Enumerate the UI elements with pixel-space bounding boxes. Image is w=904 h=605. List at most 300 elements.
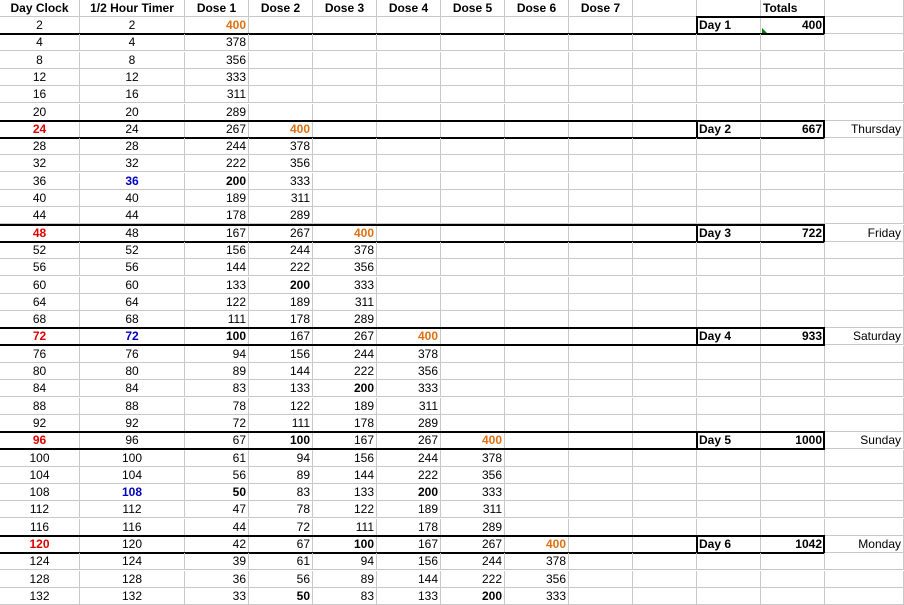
empty-cell[interactable]	[697, 519, 761, 536]
dose-cell[interactable]: 133	[377, 588, 441, 605]
half-hour-timer-cell[interactable]: 60	[80, 277, 185, 294]
empty-cell[interactable]	[633, 363, 697, 380]
dose-cell[interactable]: 222	[441, 571, 505, 588]
dose-cell[interactable]	[569, 346, 633, 363]
dose-cell[interactable]: 333	[441, 484, 505, 501]
dose-cell[interactable]: 378	[441, 450, 505, 467]
empty-cell[interactable]	[697, 294, 761, 311]
empty-cell[interactable]	[761, 553, 825, 570]
dose-cell[interactable]: 56	[249, 571, 313, 588]
empty-cell[interactable]	[697, 501, 761, 518]
empty-cell[interactable]	[697, 363, 761, 380]
dose-cell[interactable]: 100	[313, 536, 377, 553]
dose-cell[interactable]	[505, 363, 569, 380]
dose-cell[interactable]: 244	[377, 450, 441, 467]
empty-cell[interactable]	[825, 571, 904, 588]
dose-cell[interactable]	[569, 311, 633, 328]
empty-cell[interactable]	[697, 588, 761, 605]
dose-cell[interactable]: 378	[505, 553, 569, 570]
dose-cell[interactable]: 222	[313, 363, 377, 380]
empty-cell[interactable]	[697, 242, 761, 259]
half-hour-timer-cell[interactable]: 44	[80, 207, 185, 224]
half-hour-timer-cell[interactable]: 108	[80, 484, 185, 501]
empty-cell[interactable]	[697, 571, 761, 588]
dose-cell[interactable]: 61	[249, 553, 313, 570]
empty-cell[interactable]	[825, 207, 904, 224]
dose-cell[interactable]: 42	[185, 536, 249, 553]
empty-cell[interactable]	[761, 380, 825, 397]
dose-cell[interactable]: 83	[313, 588, 377, 605]
empty-cell[interactable]	[697, 277, 761, 294]
dose-cell[interactable]	[377, 259, 441, 276]
dose-cell[interactable]: 50	[185, 484, 249, 501]
half-hour-timer-cell[interactable]: 8	[80, 52, 185, 69]
dose-cell[interactable]: 156	[185, 242, 249, 259]
dose-cell[interactable]	[569, 207, 633, 224]
empty-cell[interactable]	[761, 34, 825, 51]
dose-cell[interactable]	[377, 104, 441, 121]
dose-cell[interactable]	[377, 17, 441, 34]
empty-cell[interactable]	[825, 69, 904, 86]
dose-cell[interactable]: 144	[185, 259, 249, 276]
dose-cell[interactable]: 133	[249, 380, 313, 397]
dose-cell[interactable]: 222	[185, 155, 249, 172]
empty-cell[interactable]	[633, 294, 697, 311]
dose-cell[interactable]	[505, 121, 569, 138]
dose-cell[interactable]: 222	[377, 467, 441, 484]
dose-cell[interactable]	[249, 17, 313, 34]
day-clock-cell[interactable]: 32	[0, 155, 80, 172]
empty-cell[interactable]	[633, 190, 697, 207]
day-clock-cell[interactable]: 132	[0, 588, 80, 605]
half-hour-timer-cell[interactable]: 72	[80, 328, 185, 345]
column-header[interactable]: Dose 6	[505, 0, 569, 17]
dose-cell[interactable]	[569, 225, 633, 242]
day-total[interactable]: 933	[761, 328, 825, 345]
dose-cell[interactable]: 44	[185, 519, 249, 536]
dose-cell[interactable]	[313, 52, 377, 69]
day-clock-cell[interactable]: 124	[0, 553, 80, 570]
dose-cell[interactable]: 111	[185, 311, 249, 328]
dose-cell[interactable]	[505, 467, 569, 484]
empty-cell[interactable]	[825, 380, 904, 397]
empty-cell[interactable]	[761, 450, 825, 467]
empty-cell[interactable]	[633, 536, 697, 553]
half-hour-timer-cell[interactable]: 48	[80, 225, 185, 242]
dose-cell[interactable]	[441, 398, 505, 415]
dose-cell[interactable]	[505, 155, 569, 172]
dose-cell[interactable]: 122	[313, 501, 377, 518]
dose-cell[interactable]: 400	[441, 432, 505, 449]
dose-cell[interactable]	[569, 363, 633, 380]
dose-cell[interactable]	[569, 398, 633, 415]
dose-cell[interactable]	[377, 155, 441, 172]
half-hour-timer-cell[interactable]: 100	[80, 450, 185, 467]
day-total[interactable]: 1000	[761, 432, 825, 449]
dose-cell[interactable]	[505, 398, 569, 415]
day-clock-cell[interactable]: 116	[0, 519, 80, 536]
dose-cell[interactable]	[377, 277, 441, 294]
half-hour-timer-cell[interactable]: 20	[80, 104, 185, 121]
dose-cell[interactable]: 167	[249, 328, 313, 345]
dose-cell[interactable]: 267	[377, 432, 441, 449]
dose-cell[interactable]: 267	[313, 328, 377, 345]
empty-cell[interactable]	[761, 571, 825, 588]
column-header[interactable]: Dose 1	[185, 0, 249, 17]
dose-cell[interactable]	[505, 519, 569, 536]
empty-cell[interactable]	[697, 311, 761, 328]
dose-cell[interactable]	[569, 450, 633, 467]
dose-cell[interactable]	[441, 69, 505, 86]
empty-cell[interactable]	[697, 450, 761, 467]
dose-cell[interactable]: 356	[441, 467, 505, 484]
dose-cell[interactable]: 144	[249, 363, 313, 380]
empty-cell[interactable]	[761, 415, 825, 432]
dose-cell[interactable]: 89	[185, 363, 249, 380]
dose-cell[interactable]	[377, 207, 441, 224]
dose-cell[interactable]	[441, 104, 505, 121]
dose-cell[interactable]: 311	[185, 86, 249, 103]
empty-cell[interactable]	[825, 346, 904, 363]
dose-cell[interactable]	[441, 225, 505, 242]
dose-cell[interactable]: 244	[313, 346, 377, 363]
dose-cell[interactable]	[377, 173, 441, 190]
dose-cell[interactable]: 178	[377, 519, 441, 536]
day-clock-cell[interactable]: 92	[0, 415, 80, 432]
dose-cell[interactable]	[505, 415, 569, 432]
dose-cell[interactable]	[569, 553, 633, 570]
empty-cell[interactable]	[761, 242, 825, 259]
dose-cell[interactable]: 356	[505, 571, 569, 588]
dose-cell[interactable]	[441, 259, 505, 276]
empty-cell[interactable]	[761, 52, 825, 69]
day-clock-cell[interactable]: 128	[0, 571, 80, 588]
dose-cell[interactable]	[505, 501, 569, 518]
empty-cell[interactable]	[633, 519, 697, 536]
dose-cell[interactable]	[569, 17, 633, 34]
half-hour-timer-cell[interactable]: 112	[80, 501, 185, 518]
empty-cell[interactable]	[633, 138, 697, 155]
half-hour-timer-cell[interactable]: 64	[80, 294, 185, 311]
empty-cell[interactable]	[697, 484, 761, 501]
dose-cell[interactable]	[569, 86, 633, 103]
day-clock-cell[interactable]: 108	[0, 484, 80, 501]
dose-cell[interactable]	[569, 536, 633, 553]
dose-cell[interactable]: 78	[185, 398, 249, 415]
half-hour-timer-cell[interactable]: 68	[80, 311, 185, 328]
empty-cell[interactable]	[633, 173, 697, 190]
empty-cell[interactable]	[633, 553, 697, 570]
dose-cell[interactable]: 267	[185, 121, 249, 138]
dose-cell[interactable]: 122	[185, 294, 249, 311]
day-total[interactable]: 1042	[761, 536, 825, 553]
empty-cell[interactable]	[633, 242, 697, 259]
dose-cell[interactable]: 289	[441, 519, 505, 536]
dose-cell[interactable]: 333	[377, 380, 441, 397]
dose-cell[interactable]	[441, 138, 505, 155]
dose-cell[interactable]: 378	[377, 346, 441, 363]
dose-cell[interactable]: 167	[313, 432, 377, 449]
dose-cell[interactable]	[441, 86, 505, 103]
half-hour-timer-cell[interactable]: 24	[80, 121, 185, 138]
column-header[interactable]: Dose 7	[569, 0, 633, 17]
dose-cell[interactable]	[569, 467, 633, 484]
dose-cell[interactable]: 400	[377, 328, 441, 345]
dose-cell[interactable]	[441, 34, 505, 51]
day-clock-cell[interactable]: 84	[0, 380, 80, 397]
column-header[interactable]: Dose 3	[313, 0, 377, 17]
empty-cell[interactable]	[633, 86, 697, 103]
day-clock-cell[interactable]: 4	[0, 34, 80, 51]
dose-cell[interactable]	[505, 328, 569, 345]
day-clock-cell[interactable]: 56	[0, 259, 80, 276]
empty-cell[interactable]	[825, 415, 904, 432]
dose-cell[interactable]: 156	[249, 346, 313, 363]
empty-cell[interactable]	[697, 415, 761, 432]
dose-cell[interactable]: 94	[249, 450, 313, 467]
dose-cell[interactable]	[441, 242, 505, 259]
dose-cell[interactable]	[441, 190, 505, 207]
empty-cell[interactable]	[697, 138, 761, 155]
dose-cell[interactable]	[505, 104, 569, 121]
dose-cell[interactable]: 94	[185, 346, 249, 363]
dose-cell[interactable]: 267	[441, 536, 505, 553]
empty-cell[interactable]	[825, 588, 904, 605]
column-header[interactable]	[825, 0, 904, 17]
half-hour-timer-cell[interactable]: 104	[80, 467, 185, 484]
dose-cell[interactable]: 200	[185, 173, 249, 190]
dose-cell[interactable]: 189	[249, 294, 313, 311]
dose-cell[interactable]	[505, 207, 569, 224]
dose-cell[interactable]: 133	[185, 277, 249, 294]
dose-cell[interactable]	[377, 86, 441, 103]
weekday-label[interactable]: Saturday	[825, 328, 904, 345]
dose-cell[interactable]: 311	[377, 398, 441, 415]
dose-cell[interactable]	[569, 173, 633, 190]
empty-cell[interactable]	[633, 380, 697, 397]
dose-cell[interactable]	[377, 121, 441, 138]
dose-cell[interactable]	[249, 34, 313, 51]
dose-cell[interactable]	[569, 294, 633, 311]
dose-cell[interactable]: 222	[249, 259, 313, 276]
dose-cell[interactable]	[569, 380, 633, 397]
dose-cell[interactable]	[377, 311, 441, 328]
empty-cell[interactable]	[633, 121, 697, 138]
empty-cell[interactable]	[633, 346, 697, 363]
dose-cell[interactable]: 400	[505, 536, 569, 553]
dose-cell[interactable]	[569, 588, 633, 605]
empty-cell[interactable]	[825, 484, 904, 501]
dose-cell[interactable]	[249, 52, 313, 69]
empty-cell[interactable]	[633, 207, 697, 224]
dose-cell[interactable]	[569, 519, 633, 536]
dose-cell[interactable]	[569, 190, 633, 207]
day-clock-cell[interactable]: 20	[0, 104, 80, 121]
empty-cell[interactable]	[697, 398, 761, 415]
half-hour-timer-cell[interactable]: 120	[80, 536, 185, 553]
empty-cell[interactable]	[697, 380, 761, 397]
dose-cell[interactable]: 83	[249, 484, 313, 501]
empty-cell[interactable]	[825, 104, 904, 121]
dose-cell[interactable]: 111	[313, 519, 377, 536]
dose-cell[interactable]: 56	[185, 467, 249, 484]
dose-cell[interactable]: 333	[249, 173, 313, 190]
day-clock-cell[interactable]: 96	[0, 432, 80, 449]
dose-cell[interactable]	[505, 432, 569, 449]
empty-cell[interactable]	[761, 190, 825, 207]
half-hour-timer-cell[interactable]: 96	[80, 432, 185, 449]
dose-cell[interactable]: 61	[185, 450, 249, 467]
day-clock-cell[interactable]: 36	[0, 173, 80, 190]
dose-cell[interactable]	[313, 190, 377, 207]
empty-cell[interactable]	[825, 467, 904, 484]
empty-cell[interactable]	[633, 311, 697, 328]
day-clock-cell[interactable]: 12	[0, 69, 80, 86]
half-hour-timer-cell[interactable]: 12	[80, 69, 185, 86]
empty-cell[interactable]	[697, 190, 761, 207]
empty-cell[interactable]	[633, 155, 697, 172]
dose-cell[interactable]	[313, 173, 377, 190]
half-hour-timer-cell[interactable]: 84	[80, 380, 185, 397]
dose-cell[interactable]: 200	[441, 588, 505, 605]
dose-cell[interactable]	[377, 34, 441, 51]
column-header[interactable]: Totals	[761, 0, 825, 17]
empty-cell[interactable]	[761, 259, 825, 276]
day-clock-cell[interactable]: 72	[0, 328, 80, 345]
dose-cell[interactable]: 167	[377, 536, 441, 553]
day-total[interactable]: 400	[761, 17, 825, 34]
empty-cell[interactable]	[825, 501, 904, 518]
dose-cell[interactable]	[441, 155, 505, 172]
dose-cell[interactable]: 267	[249, 225, 313, 242]
half-hour-timer-cell[interactable]: 128	[80, 571, 185, 588]
dose-cell[interactable]: 333	[505, 588, 569, 605]
dose-cell[interactable]: 200	[249, 277, 313, 294]
dose-cell[interactable]	[505, 242, 569, 259]
dose-cell[interactable]: 178	[185, 207, 249, 224]
dose-cell[interactable]	[441, 328, 505, 345]
dose-cell[interactable]: 244	[249, 242, 313, 259]
dose-cell[interactable]: 289	[249, 207, 313, 224]
dose-cell[interactable]	[377, 138, 441, 155]
empty-cell[interactable]	[633, 104, 697, 121]
empty-cell[interactable]	[761, 138, 825, 155]
dose-cell[interactable]: 189	[313, 398, 377, 415]
dose-cell[interactable]	[505, 69, 569, 86]
dose-cell[interactable]: 156	[377, 553, 441, 570]
dose-cell[interactable]	[569, 69, 633, 86]
dose-cell[interactable]	[249, 86, 313, 103]
dose-cell[interactable]	[377, 225, 441, 242]
half-hour-timer-cell[interactable]: 52	[80, 242, 185, 259]
day-label[interactable]: Day 2	[697, 121, 761, 138]
dose-cell[interactable]	[505, 259, 569, 276]
dose-cell[interactable]	[249, 104, 313, 121]
day-clock-cell[interactable]: 100	[0, 450, 80, 467]
day-total[interactable]: 667	[761, 121, 825, 138]
empty-cell[interactable]	[697, 86, 761, 103]
dose-cell[interactable]	[441, 121, 505, 138]
dose-cell[interactable]: 311	[313, 294, 377, 311]
dose-cell[interactable]	[313, 17, 377, 34]
empty-cell[interactable]	[761, 69, 825, 86]
half-hour-timer-cell[interactable]: 56	[80, 259, 185, 276]
day-label[interactable]: Day 1	[697, 17, 761, 34]
dose-cell[interactable]	[505, 277, 569, 294]
empty-cell[interactable]	[633, 432, 697, 449]
dose-cell[interactable]: 333	[185, 69, 249, 86]
empty-cell[interactable]	[761, 501, 825, 518]
day-clock-cell[interactable]: 112	[0, 501, 80, 518]
column-header[interactable]: 1/2 Hour Timer	[80, 0, 185, 17]
dose-cell[interactable]	[377, 294, 441, 311]
half-hour-timer-cell[interactable]: 124	[80, 553, 185, 570]
half-hour-timer-cell[interactable]: 80	[80, 363, 185, 380]
empty-cell[interactable]	[633, 328, 697, 345]
empty-cell[interactable]	[633, 69, 697, 86]
empty-cell[interactable]	[761, 311, 825, 328]
empty-cell[interactable]	[697, 346, 761, 363]
half-hour-timer-cell[interactable]: 2	[80, 17, 185, 34]
dose-cell[interactable]: 289	[313, 311, 377, 328]
dose-cell[interactable]: 189	[377, 501, 441, 518]
dose-cell[interactable]: 72	[185, 415, 249, 432]
dose-cell[interactable]	[313, 121, 377, 138]
half-hour-timer-cell[interactable]: 92	[80, 415, 185, 432]
dose-cell[interactable]: 289	[377, 415, 441, 432]
comment-indicator-icon[interactable]	[762, 28, 767, 33]
dose-cell[interactable]: 156	[313, 450, 377, 467]
dose-cell[interactable]	[569, 277, 633, 294]
dose-cell[interactable]	[505, 190, 569, 207]
dose-cell[interactable]	[505, 34, 569, 51]
empty-cell[interactable]	[633, 450, 697, 467]
empty-cell[interactable]	[761, 277, 825, 294]
empty-cell[interactable]	[761, 86, 825, 103]
dose-cell[interactable]	[505, 138, 569, 155]
dose-cell[interactable]	[505, 294, 569, 311]
dose-cell[interactable]	[377, 52, 441, 69]
weekday-label[interactable]: Sunday	[825, 432, 904, 449]
dose-cell[interactable]	[505, 311, 569, 328]
empty-cell[interactable]	[825, 86, 904, 103]
dose-cell[interactable]: 200	[313, 380, 377, 397]
day-clock-cell[interactable]: 40	[0, 190, 80, 207]
dose-cell[interactable]: 289	[185, 104, 249, 121]
dose-cell[interactable]: 400	[249, 121, 313, 138]
dose-cell[interactable]	[505, 173, 569, 190]
day-label[interactable]: Day 3	[697, 225, 761, 242]
day-clock-cell[interactable]: 48	[0, 225, 80, 242]
dose-cell[interactable]	[505, 450, 569, 467]
weekday-label[interactable]: Thursday	[825, 121, 904, 138]
dose-cell[interactable]	[313, 155, 377, 172]
dose-cell[interactable]	[569, 121, 633, 138]
dose-cell[interactable]: 144	[313, 467, 377, 484]
dose-cell[interactable]	[505, 17, 569, 34]
empty-cell[interactable]	[825, 173, 904, 190]
dose-cell[interactable]: 400	[185, 17, 249, 34]
dose-cell[interactable]: 39	[185, 553, 249, 570]
empty-cell[interactable]	[697, 173, 761, 190]
weekday-label[interactable]: Friday	[825, 225, 904, 242]
day-total[interactable]: 722	[761, 225, 825, 242]
half-hour-timer-cell[interactable]: 116	[80, 519, 185, 536]
dose-cell[interactable]: 167	[185, 225, 249, 242]
dose-cell[interactable]: 378	[249, 138, 313, 155]
empty-cell[interactable]	[825, 294, 904, 311]
empty-cell[interactable]	[633, 415, 697, 432]
